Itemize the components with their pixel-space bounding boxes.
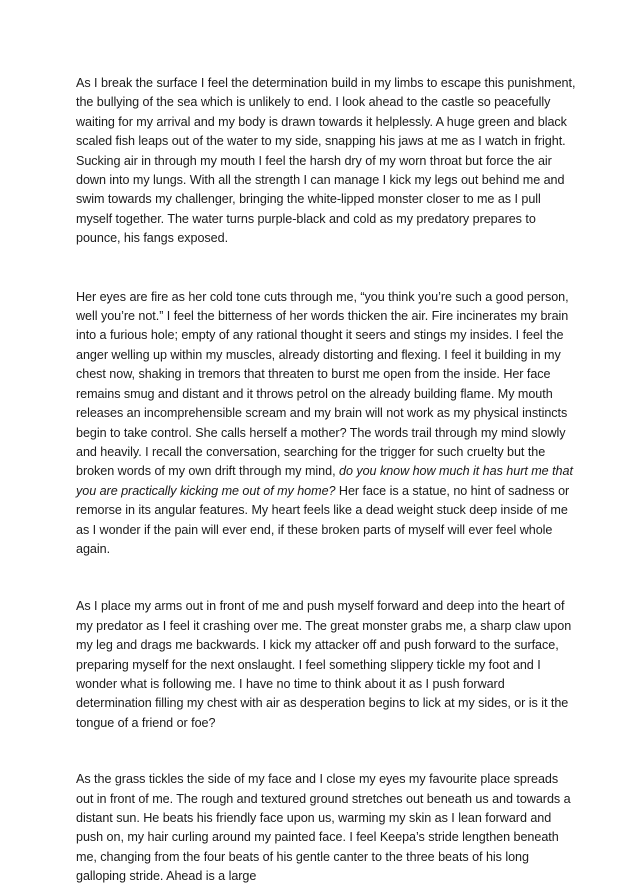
document-page — [76, 74, 576, 887]
paragraph-predator: As I place my arms out in front of me and push myself forward and deep into the heart of my predator as I feel it crashing over me. The great monster grabs me, a sharp claw upon my leg and drags me backwards. I kick my attacker off and push forward to the surface, preparing myself for the next onslaught. I feel something slippery tickle my foot and I wonder what is following me. I have no time to think about it as I push forward determination filling my chest with air as desperation begins to lick at my sides, or is it the tongue of a friend or foe? — [76, 599, 572, 730]
paragraph-grass-ride: As the grass tickles the side of my face and I close my eyes my favourite place spreads out in front of me. The rough and textured ground stretches out beneath us and towards a distant sun. He beats his friendly face upon us, warming my skin as I lean forward and push on, my hair curling around my painted face. I feel Keepa’s stride lengthen beneath me, changing from the four beats of his gentle canter to the three beats of his long galloping stride. Ahead is a large — [76, 772, 571, 884]
paragraph-text-after-italic: Her face is a statue, no hint of sadness or remorse in its angular features. My heart feels like a dead weight stuck deep inside of me as I wonder if the pain will ever end, if these broken parts of myself will ever feel whole again. — [76, 483, 570, 556]
paragraph-mother-argument — [76, 288, 576, 560]
italic-quote: do you know how much it has hurt me that you are practically kicking me out of my home? — [76, 464, 573, 498]
paragraph-sea-surface: As I break the surface I feel the determination build in my limbs to escape this punishment, the bullying of the sea which is unlikely to end. I look ahead to the castle so peacefully waiting for my arrival and my body is drawn towards it helplessly. A huge green and black scaled fish leaps out of the water to my side, snapping his jaws at me as I watch in fright. Sucking air in through my mouth I feel the harsh dry of my worn throat but force the air down into my lungs. With all the strength I can manage I kick my legs out behind me and swim towards my challenger, bringing the white-lipped monster closer to me as I pull myself together. The water turns purple-black and cold as my predatory prepares to pounce, his fangs exposed. — [76, 76, 576, 246]
paragraph-spacer — [76, 733, 576, 770]
paragraph-spacer — [76, 249, 576, 288]
paragraph-text-before-italic: Her eyes are fire as her cold tone cuts through me, “you think you’re such a good person, well you’re not.” I feel the bitterness of her words thicken the air. Fire incinerates my brain into a furious hole; empty of any rational thought it seers and stings my insides. I feel the anger welling up within my muscles, already distorting and flexing. I feel it building in my chest now, shaking in tremors that threaten to burst me open from the inside. Her face remains smug and distant and it throws petrol on the already building flame. My mouth releases an incomprehensible scream and my brain will not work as my physical instincts begin to take control. She calls herself a mother? The words trail through my mind slowly and heavily. I recall the conversation, searching for the trigger for such cruelty but the broken words of my own drift through my mind, — [76, 289, 569, 479]
paragraph-spacer — [76, 559, 576, 597]
